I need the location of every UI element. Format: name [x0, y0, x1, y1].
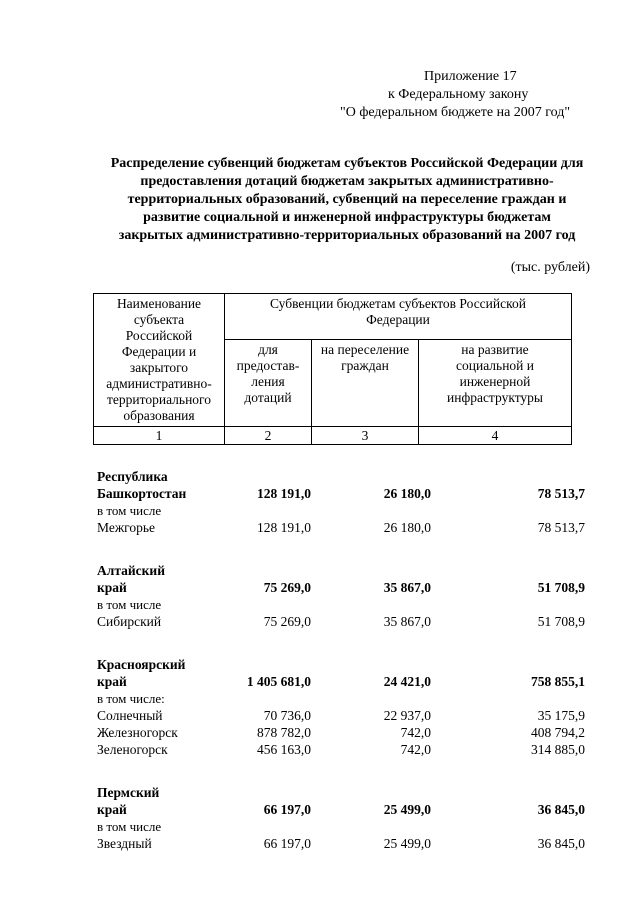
table-row: [97, 835, 597, 852]
value-subsidies: 128 191,0: [257, 486, 311, 501]
value-infrastructure: 36 845,0: [537, 836, 585, 851]
col-number: 3: [312, 427, 419, 445]
value-infrastructure: 51 708,9: [537, 614, 585, 629]
region-total-row: [97, 485, 597, 502]
value-subsidies: 66 197,0: [263, 802, 311, 817]
value-subsidies: 75 269,0: [263, 614, 311, 629]
title-line: развитие социальной и инженерной инфраструктуры бюджетам: [143, 210, 551, 225]
value-subsidies: 66 197,0: [263, 836, 311, 851]
col1-header: Наименование субъекта Российской Федерации и закрытого административно- территориального образования: [94, 294, 225, 427]
title-line: предоставления дотаций бюджетам закрытых административно-: [140, 174, 554, 189]
value-subsidies: 75 269,0: [263, 580, 311, 595]
col-number: 4: [419, 427, 572, 445]
region-total-row: [97, 673, 597, 690]
subheader-row: [97, 596, 597, 613]
col3-header: на переселение граждан: [312, 340, 419, 427]
title-line: Распределение субвенций бюджетам субъектов Российской Федерации для: [110, 156, 584, 171]
value-infrastructure: 51 708,9: [537, 580, 585, 595]
table-header: [93, 293, 572, 445]
value-resettlement: 742,0: [400, 742, 431, 757]
subheader-row: [97, 690, 597, 707]
zato-name: Сибирский: [97, 614, 162, 629]
document-title: [92, 155, 602, 245]
value-infrastructure: 314 885,0: [531, 742, 585, 757]
col-number: 1: [94, 427, 225, 445]
appendix-number: Приложение 17: [424, 69, 517, 84]
value-resettlement: 25 499,0: [383, 802, 431, 817]
value-resettlement: 35 867,0: [383, 614, 431, 629]
appendix-law-ref: к Федеральному закону: [388, 87, 529, 102]
including-label: в том числе: [97, 597, 162, 612]
value-subsidies: 878 782,0: [257, 725, 311, 740]
value-infrastructure: 758 855,1: [531, 674, 585, 689]
zato-name: Межгорье: [97, 520, 155, 535]
value-resettlement: 35 867,0: [383, 580, 431, 595]
col-number: 2: [225, 427, 312, 445]
region-total-row: [97, 579, 597, 596]
table-row: [97, 613, 597, 630]
region-name: край: [97, 674, 127, 689]
region-name: Башкортостан: [97, 486, 187, 501]
zato-name: Зеленогорск: [97, 742, 168, 757]
zato-name: Звездный: [97, 836, 152, 851]
value-subsidies: 456 163,0: [257, 742, 311, 757]
including-label: в том числе: [97, 503, 162, 518]
value-infrastructure: 78 513,7: [537, 486, 585, 501]
zato-name: Железногорск: [97, 725, 178, 740]
col2-header: для предостав- ления дотаций: [225, 340, 312, 427]
region-name: край: [97, 802, 127, 817]
region-name: край: [97, 580, 127, 595]
region-group: [97, 784, 597, 852]
value-resettlement: 22 937,0: [383, 708, 431, 723]
table-body: [97, 468, 597, 878]
including-label: в том числе: [97, 819, 162, 834]
title-line: закрытых административно-территориальных образований на 2007 год: [118, 228, 576, 243]
region-total-row: [97, 801, 597, 818]
value-infrastructure: 35 175,9: [537, 708, 585, 723]
region-group: [97, 562, 597, 630]
region-name: Пермский: [97, 785, 160, 800]
appendix-header: [340, 68, 600, 122]
column-numbers-row: [94, 427, 572, 445]
title-line: территориальных образований, субвенций на переселение граждан и: [127, 192, 567, 207]
value-infrastructure: 36 845,0: [537, 802, 585, 817]
region-name-row: [97, 656, 597, 673]
region-name-row: [97, 784, 597, 801]
value-subsidies: 70 736,0: [263, 708, 311, 723]
units-label: (тыс. рублей): [510, 260, 590, 275]
zato-name: Солнечный: [97, 708, 163, 723]
region-name: Красноярский: [97, 657, 186, 672]
region-group: [97, 656, 597, 758]
appendix-law-title: "О федеральном бюджете на 2007 год": [340, 105, 571, 120]
including-label: в том числе:: [97, 691, 165, 706]
table-row: [97, 707, 597, 724]
group-header: Субвенции бюджетам субъектов Российской Федерации: [225, 294, 572, 340]
region-group: [97, 468, 597, 536]
value-resettlement: 26 180,0: [383, 520, 431, 535]
subheader-row: [97, 818, 597, 835]
subheader-row: [97, 502, 597, 519]
region-name-row: [97, 562, 597, 579]
value-infrastructure: 78 513,7: [537, 520, 585, 535]
value-subsidies: 1 405 681,0: [246, 674, 311, 689]
region-name: Республика: [97, 469, 168, 484]
value-resettlement: 24 421,0: [383, 674, 431, 689]
region-name-row: [97, 468, 597, 485]
table-row: [97, 741, 597, 758]
col4-header: на развитие социальной и инженерной инфраструктуры: [419, 340, 572, 427]
value-infrastructure: 408 794,2: [531, 725, 585, 740]
value-resettlement: 742,0: [400, 725, 431, 740]
table-row: [97, 724, 597, 741]
value-resettlement: 25 499,0: [383, 836, 431, 851]
value-resettlement: 26 180,0: [383, 486, 431, 501]
value-subsidies: 128 191,0: [257, 520, 311, 535]
region-name: Алтайский: [97, 563, 165, 578]
table-row: [97, 519, 597, 536]
